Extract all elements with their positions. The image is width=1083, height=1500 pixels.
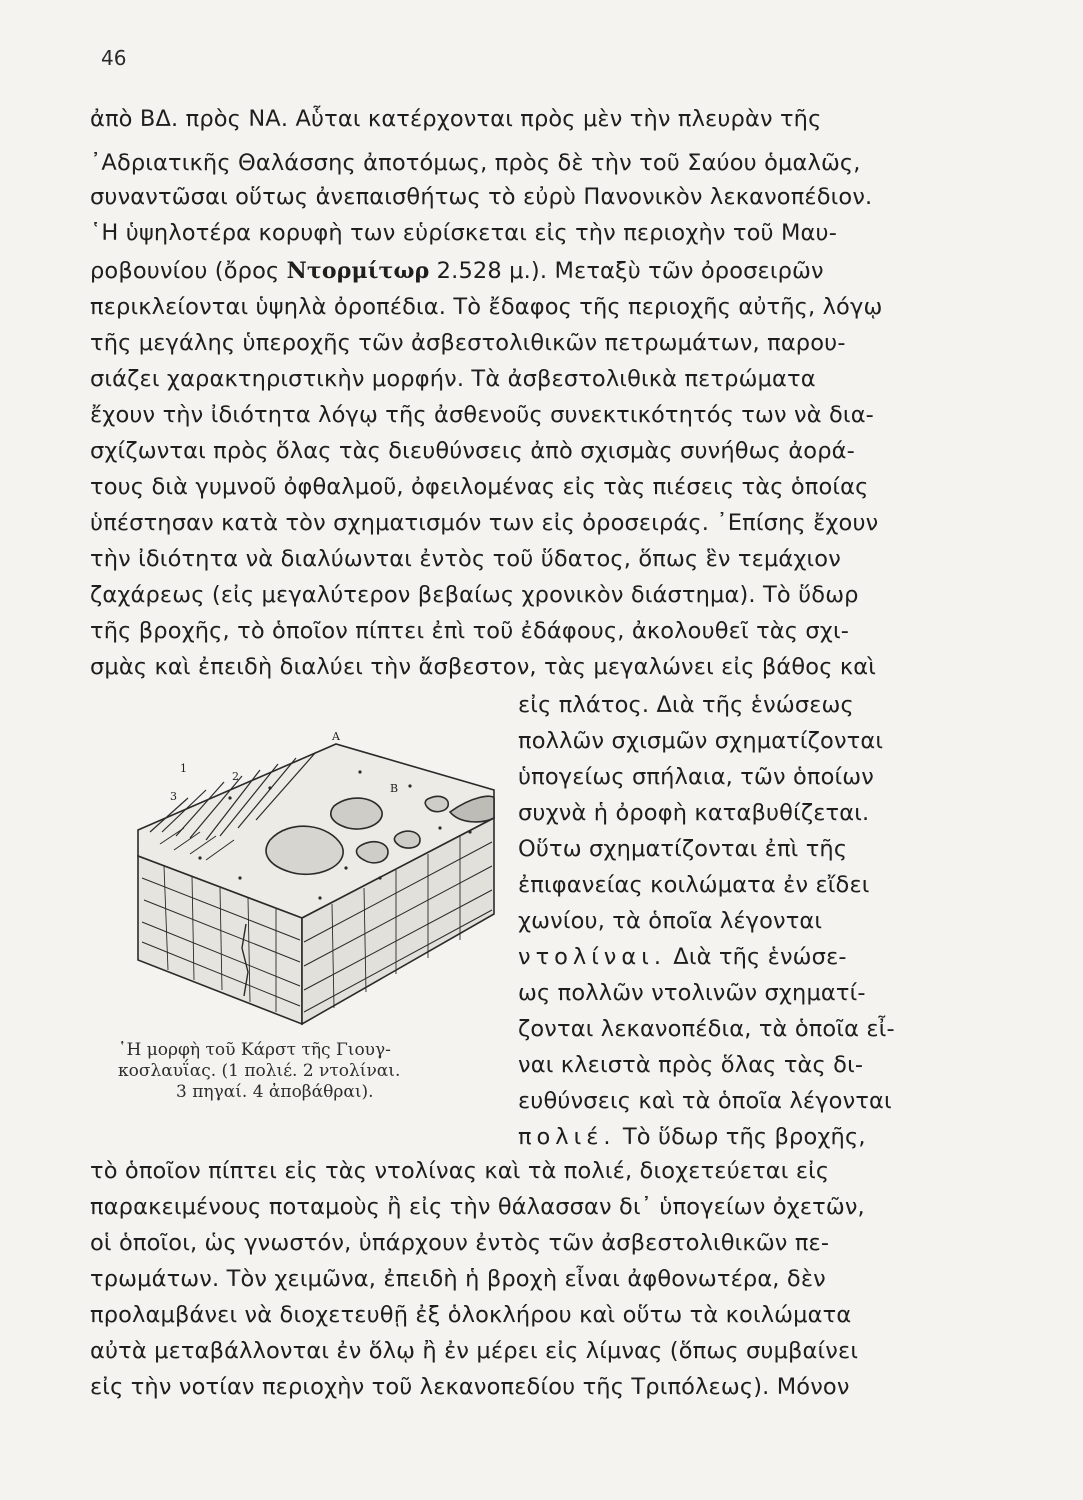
figure-label-3: 3 — [170, 790, 177, 803]
text-line — [90, 258, 824, 284]
karst-block-diagram — [120, 728, 510, 1038]
text-line: τὴν ἰδιότητα νὰ διαλύωνται ἐντὸς τοῦ ὕδατος, ὅπως ἓν τεμάχιον — [90, 546, 841, 572]
text-line: ῾Η ὑψηλοτέρα κορυφὴ των εὑρίσκεται εἰς τὴν περιοχὴν τοῦ Μαυ- — [90, 220, 837, 246]
figure-label-1: 1 — [180, 762, 187, 775]
text-line: ως πολλῶν ντολινῶν σχηματί- — [518, 980, 866, 1006]
text-line: ὑπέστησαν κατὰ τὸν σχηματισμόν των εἰς ὀροσειράς. ᾿Επίσης ἔχουν — [90, 510, 879, 536]
text-line: ἔχουν τὴν ἰδιότητα λόγῳ τῆς ἀσθενοῦς συνεκτικότητός των νὰ δια- — [90, 402, 874, 428]
text-line: σιάζει χαρακτηριστικὴν μορφήν. Τὰ ἀσβεστολιθικὰ πετρώματα — [90, 366, 816, 392]
karst-figure — [120, 728, 510, 1038]
text-line: ὑπογείως σπήλαια, τῶν ὁποίων — [518, 764, 874, 790]
figure-label-a: A — [332, 730, 340, 743]
text-line: ἀπὸ ΒΔ. πρὸς ΝΑ. Αὗται κατέρχονται πρὸς μὲν τὴν πλευρὰν τῆς — [90, 106, 822, 132]
text-line: προλαμβάνει νὰ διοχετευθῇ ἐξ ὁλοκλήρου καὶ οὕτω τὰ κοιλώματα — [90, 1302, 852, 1328]
text-line: τῆς μεγάλης ὑπεροχῆς τῶν ἀσβεστολιθικῶν πετρωμάτων, παρου- — [90, 330, 846, 356]
text-line: Οὕτω σχηματίζονται ἐπὶ τῆς — [518, 836, 848, 862]
caption-line: ῾Η μορφὴ τοῦ Κάρστ τῆς Γιουγ- — [118, 1040, 391, 1060]
text-segment: Τὸ ὕδωρ τῆς βροχῆς, — [615, 1124, 866, 1150]
figure-caption — [118, 1040, 498, 1103]
figure-label-2: 2 — [232, 770, 239, 783]
text-segment: Διὰ τῆς ἑνώσε- — [665, 944, 847, 970]
text-line — [518, 1124, 866, 1150]
text-line: εἰς τὴν νοτίαν περιοχὴν τοῦ λεκανοπεδίου τῆς Τριπόλεως). Μόνον — [90, 1374, 850, 1400]
text-line: ναι κλειστὰ πρὸς ὅλας τὰς δι- — [518, 1052, 864, 1078]
text-segment: ροβουνίου (ὄρος — [90, 258, 287, 284]
text-line: ἐπιφανείας κοιλώματα ἐν εἴδει — [518, 872, 870, 898]
term-ntolinai: ντολίναι. — [518, 944, 666, 970]
text-line: τρωμάτων. Τὸν χειμῶνα, ἐπειδὴ ἡ βροχὴ εἶναι ἀφθονωτέρα, δὲν — [90, 1266, 826, 1292]
text-line: σχίζωνται πρὸς ὅλας τὰς διευθύνσεις ἀπὸ σχισμὰς συνήθως ἀορά- — [90, 438, 855, 464]
text-line — [518, 944, 847, 970]
text-line: σμὰς καὶ ἐπειδὴ διαλύει τὴν ἄσβεστον, τὰς μεγαλώνει εἰς βάθος καὶ — [90, 654, 877, 680]
text-segment: 2.528 μ.). Μεταξὺ τῶν ὀροσειρῶν — [429, 258, 824, 284]
text-line: συχνὰ ἡ ὀροφὴ καταβυθίζεται. — [518, 800, 870, 826]
text-line: παρακειμένους ποταμοὺς ἢ εἰς τὴν θάλασσαν δι᾿ ὑπογείων ὀχετῶν, — [90, 1194, 865, 1220]
text-line: ᾿Αδριατικῆς Θαλάσσης ἀποτόμως, πρὸς δὲ τὴν τοῦ Σαύου ὁμαλῶς, — [90, 150, 861, 176]
text-line: τῆς βροχῆς, τὸ ὁποῖον πίπτει ἐπὶ τοῦ ἐδάφους, ἀκολουθεῖ τὰς σχι- — [90, 618, 849, 644]
text-line: εἰς πλάτος. Διὰ τῆς ἑνώσεως — [518, 692, 854, 718]
mountain-name: Ντορμίτωρ — [286, 258, 430, 284]
caption-line: 3 πηγαί. 4 ἀποβάθραι). — [176, 1082, 374, 1102]
text-line: αὐτὰ μεταβάλλονται ἐν ὅλῳ ἢ ἐν μέρει εἰς λίμνας (ὅπως συμβαίνει — [90, 1338, 859, 1364]
text-line: πολλῶν σχισμῶν σχηματίζονται — [518, 728, 884, 754]
text-line: τους διὰ γυμνοῦ ὀφθαλμοῦ, ὀφειλομένας εἰς τὰς πιέσεις τὰς ὁποίας — [90, 474, 869, 500]
figure-label-b: B — [390, 782, 399, 795]
page-number: 46 — [101, 46, 127, 70]
text-line: οἱ ὁποῖοι, ὡς γνωστόν, ὑπάρχουν ἐντὸς τῶν ἀσβεστολιθικῶν πε- — [90, 1230, 830, 1256]
caption-line: κοσλαυΐας. (1 πολιέ. 2 ντολίναι. — [118, 1061, 401, 1081]
text-line: τὸ ὁποῖον πίπτει εἰς τὰς ντολίνας καὶ τὰ πολιέ, διοχετεύεται εἰς — [90, 1158, 830, 1184]
text-line: ευθύνσεις καὶ τὰ ὁποῖα λέγονται — [518, 1088, 892, 1114]
text-line: ζαχάρεως (εἰς μεγαλύτερον βεβαίως χρονικὸν διάστημα). Τὸ ὕδωρ — [90, 582, 859, 608]
term-polie: πολιέ. — [518, 1124, 616, 1150]
text-line: συναντῶσαι οὕτως ἀνεπαισθήτως τὸ εὐρὺ Πανονικὸν λεκανοπέδιον. — [90, 184, 873, 210]
text-line: χωνίου, τὰ ὁποῖα λέγονται — [518, 908, 823, 934]
text-line: περικλείονται ὑψηλὰ ὀροπέδια. Τὸ ἔδαφος τῆς περιοχῆς αὐτῆς, λόγῳ — [90, 294, 883, 320]
text-line: ζονται λεκανοπέδια, τὰ ὁποῖα εἶ- — [518, 1016, 895, 1042]
